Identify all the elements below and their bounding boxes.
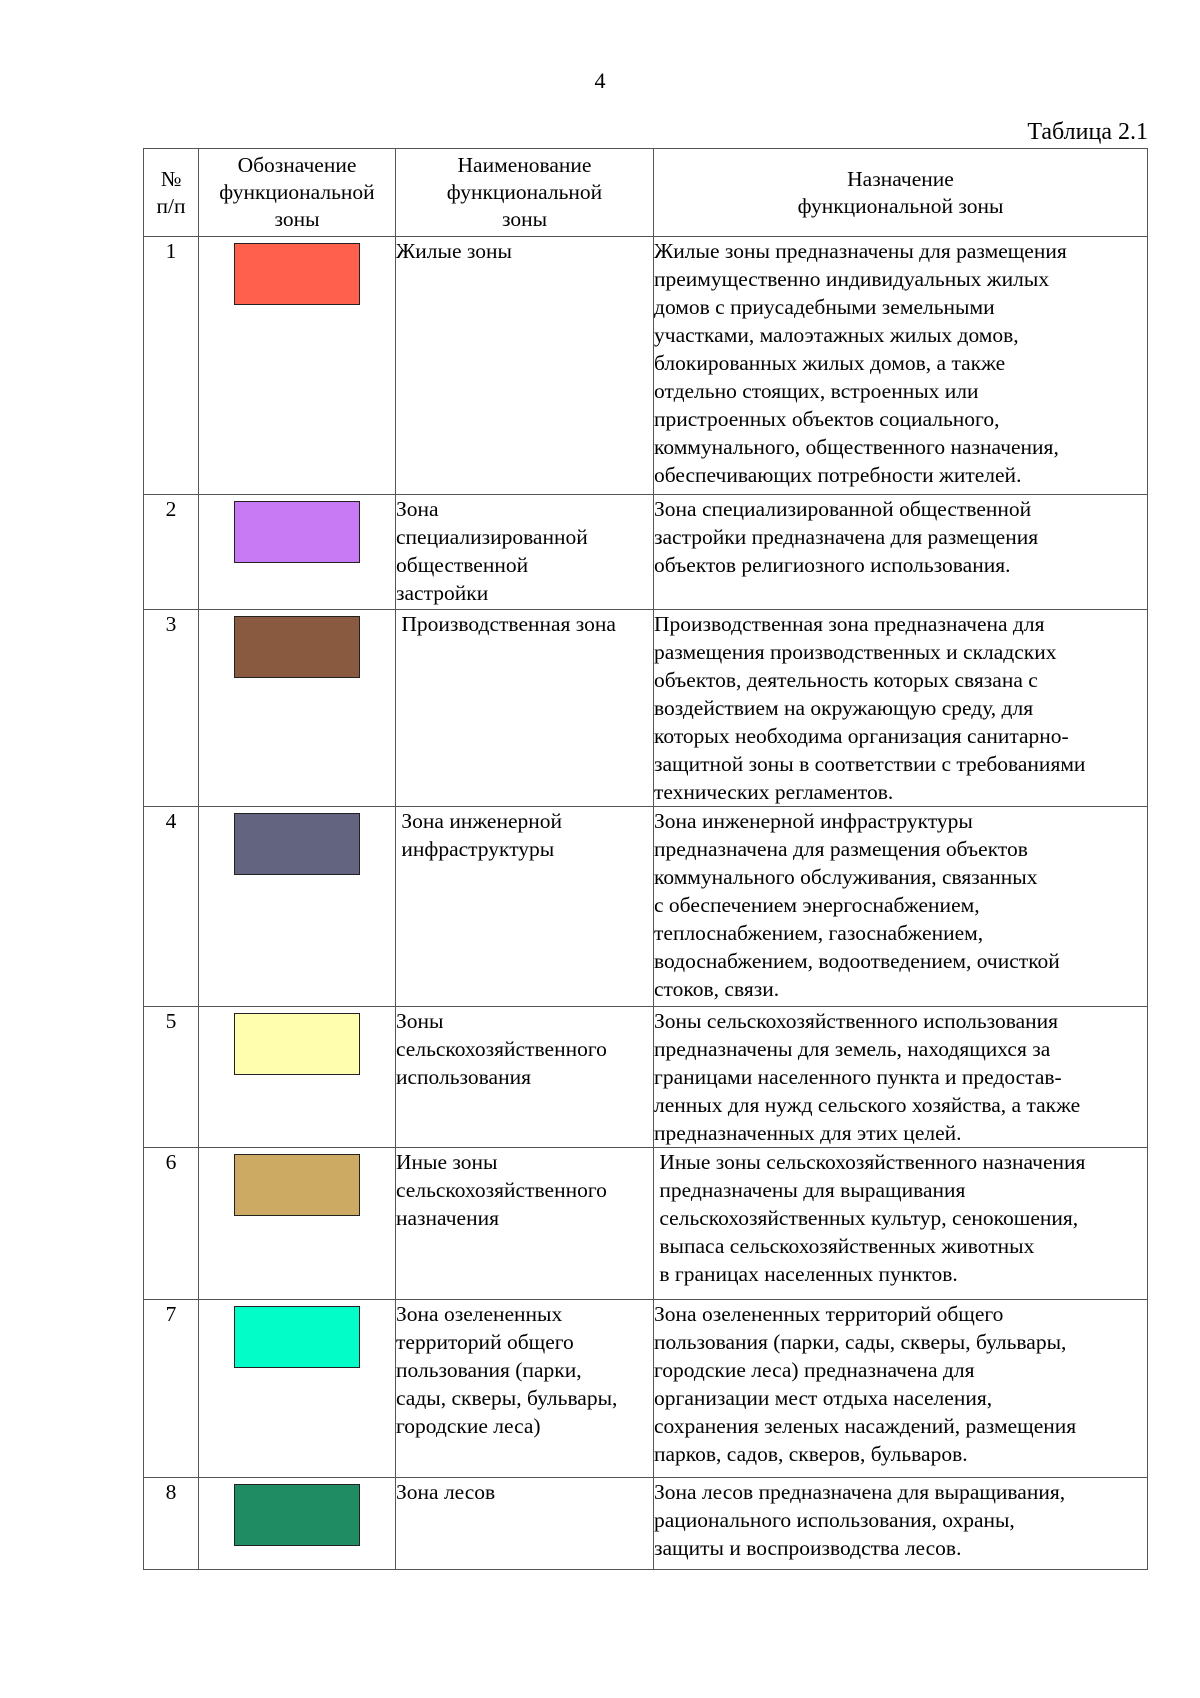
zone-purpose-line: объектов, деятельность которых связана с	[654, 668, 1038, 692]
zone-purpose	[654, 807, 1148, 1007]
zone-purpose-line: сохранения зеленых насаждений, размещения	[654, 1414, 1077, 1438]
zone-name-line: Зона лесов	[396, 1480, 496, 1504]
zone-purpose-line: отдельно стоящих, встроенных или	[654, 379, 979, 403]
row-number: 1	[144, 237, 199, 495]
header-name-line: зоны	[501, 207, 548, 231]
header-symbol-line: функциональной	[219, 180, 375, 204]
zone-symbol-cell	[199, 610, 396, 807]
zone-name-line: общественной	[396, 553, 529, 577]
zone-symbol-cell	[199, 495, 396, 610]
zone-name	[396, 237, 654, 495]
zone-purpose-line: стоков, связи.	[654, 977, 780, 1001]
zone-purpose-line: защиты и воспроизводства лесов.	[654, 1536, 962, 1560]
zone-purpose-line: Зона лесов предназначена для выращивания,	[654, 1480, 1066, 1504]
zone-purpose-line: коммунального, общественного назначения,	[654, 435, 1059, 459]
header-num-line: №	[160, 166, 182, 191]
zone-name-line: Зона озелененных	[396, 1302, 563, 1326]
table-row	[144, 1007, 1148, 1148]
header-symbol	[199, 149, 396, 237]
zone-purpose-line: обеспечивающих потребности жителей.	[654, 463, 1022, 487]
zone-purpose-line: Зона инженерной инфраструктуры	[654, 809, 973, 833]
zone-purpose-line: участками, малоэтажных жилых домов,	[654, 323, 1019, 347]
zone-purpose-line: Иные зоны сельскохозяйственного назначения	[654, 1150, 1086, 1174]
zone-purpose-line: организации мест отдыха населения,	[654, 1386, 993, 1410]
header-num-line: п/п	[156, 193, 186, 218]
zone-purpose-line: преимущественно индивидуальных жилых	[654, 267, 1050, 291]
header-name-line: функциональной	[446, 180, 603, 204]
header-num	[144, 149, 199, 237]
zone-name	[396, 610, 654, 807]
zone-color-swatch	[234, 616, 360, 678]
zone-name-line: Производственная зона	[396, 612, 616, 636]
zone-name-line: инфраструктуры	[396, 837, 555, 861]
zone-name-line: Зоны	[396, 1009, 444, 1033]
zone-color-swatch	[234, 1484, 360, 1546]
zone-purpose	[654, 1007, 1148, 1148]
zone-purpose-line: сельскохозяйственных культур, сенокошения,	[654, 1206, 1079, 1230]
zone-purpose-line: границами населенного пункта и предостав-	[654, 1065, 1062, 1089]
zone-purpose	[654, 1300, 1148, 1478]
zone-symbol-cell	[199, 1007, 396, 1148]
zone-purpose	[654, 237, 1148, 495]
zone-purpose-line: блокированных жилых домов, а также	[654, 351, 1006, 375]
header-symbol-line: Обозначение	[237, 153, 357, 177]
zone-purpose-line: технических регламентов.	[654, 780, 894, 804]
zone-purpose-line: пристроенных объектов социального,	[654, 407, 1000, 431]
zone-name-line: назначения	[396, 1206, 499, 1230]
zone-purpose-line: предназначены для земель, находящихся за	[654, 1037, 1051, 1061]
zone-purpose-line: ленных для нужд сельского хозяйства, а также	[654, 1093, 1081, 1117]
zone-purpose	[654, 610, 1148, 807]
zone-purpose-line: объектов религиозного использования.	[654, 553, 1011, 577]
functional-zones-table	[143, 148, 1148, 1570]
row-number: 3	[144, 610, 199, 807]
zone-name	[396, 807, 654, 1007]
zone-symbol-cell	[199, 1300, 396, 1478]
table-row	[144, 237, 1148, 495]
zone-name-line: сельскохозяйственного	[396, 1178, 607, 1202]
zone-color-swatch	[234, 1306, 360, 1368]
zone-name-line: использования	[396, 1065, 531, 1089]
page-number: 4	[594, 68, 606, 93]
zone-symbol-cell	[199, 1478, 396, 1570]
zone-name-line: сельскохозяйственного	[396, 1037, 607, 1061]
zone-purpose-line: размещения производственных и складских	[654, 640, 1057, 664]
zone-purpose-line: застройки предназначена для размещения	[654, 525, 1039, 549]
zone-name-line: сады, скверы, бульвары,	[396, 1386, 618, 1410]
zone-name-line: городские леса)	[396, 1414, 541, 1438]
row-number: 4	[144, 807, 199, 1007]
zone-purpose-line: предназначена для размещения объектов	[654, 837, 1028, 861]
zone-name	[396, 1148, 654, 1300]
zone-name-line: Зона инженерной	[396, 809, 563, 833]
zone-name	[396, 1478, 654, 1570]
header-name-line: Наименование	[457, 153, 592, 177]
zone-purpose-line: Зоны сельскохозяйственного использования	[654, 1009, 1059, 1033]
zone-name	[396, 495, 654, 610]
zone-color-swatch	[234, 813, 360, 875]
zone-name	[396, 1007, 654, 1148]
zone-color-swatch	[234, 1154, 360, 1216]
row-number: 8	[144, 1478, 199, 1570]
zone-purpose-line: Зона специализированной общественной	[654, 497, 1032, 521]
zone-color-swatch	[234, 243, 360, 305]
zone-purpose-line: коммунального обслуживания, связанных	[654, 865, 1038, 889]
table-header-row	[144, 149, 1148, 237]
zone-symbol-cell	[199, 237, 396, 495]
header-symbol-line: зоны	[274, 207, 320, 231]
header-purpose-line: функциональной зоны	[797, 193, 1004, 218]
zone-purpose-line: Производственная зона предназначена для	[654, 612, 1045, 636]
zone-name-line: Жилые зоны	[396, 239, 512, 263]
zone-purpose-line: которых необходима организация санитарно-	[654, 724, 1069, 748]
zone-name-line: застройки	[396, 581, 489, 605]
table-row	[144, 1300, 1148, 1478]
zone-purpose-line: защитной зоны в соответствии с требованиями	[654, 752, 1086, 776]
zone-purpose-line: предназначены для выращивания	[654, 1178, 966, 1202]
zone-name-line: Иные зоны	[396, 1150, 498, 1174]
zone-purpose-line: Зона озелененных территорий общего	[654, 1302, 1004, 1326]
zone-name-line: территорий общего	[396, 1330, 574, 1354]
zone-purpose-line: парков, садов, скверов, бульваров.	[654, 1442, 968, 1466]
zone-purpose-line: пользования (парки, сады, скверы, бульвары,	[654, 1330, 1067, 1354]
row-number: 6	[144, 1148, 199, 1300]
table-row	[144, 495, 1148, 610]
row-number: 7	[144, 1300, 199, 1478]
zone-purpose-line: в границах населенных пунктов.	[654, 1262, 958, 1286]
zone-name-line: Зона	[396, 497, 439, 521]
zone-purpose-line: рационального использования, охраны,	[654, 1508, 1015, 1532]
zone-purpose-line: предназначенных для этих целей.	[654, 1121, 962, 1145]
zone-name	[396, 1300, 654, 1478]
zone-purpose-line: воздействием на окружающую среду, для	[654, 696, 1034, 720]
zone-purpose-line: теплоснабжением, газоснабжением,	[654, 921, 984, 945]
table-row	[144, 807, 1148, 1007]
header-purpose	[654, 149, 1148, 237]
zone-purpose-line: городские леса) предназначена для	[654, 1358, 975, 1382]
zone-purpose-line: водоснабжением, водоотведением, очисткой	[654, 949, 1060, 973]
zone-color-swatch	[234, 1013, 360, 1075]
zone-name-line: специализированной	[396, 525, 588, 549]
table-row	[144, 1478, 1148, 1570]
zone-purpose-line: выпаса сельскохозяйственных животных	[654, 1234, 1035, 1258]
zone-purpose	[654, 1148, 1148, 1300]
table-caption: Таблица 2.1	[1027, 119, 1148, 145]
row-number: 2	[144, 495, 199, 610]
zone-purpose-line: с обеспечением энергоснабжением,	[654, 893, 980, 917]
zone-purpose	[654, 495, 1148, 610]
zone-purpose-line: Жилые зоны предназначены для размещения	[654, 239, 1067, 263]
zone-symbol-cell	[199, 807, 396, 1007]
header-name	[396, 149, 654, 237]
table-row	[144, 1148, 1148, 1300]
zone-purpose	[654, 1478, 1148, 1570]
table-row	[144, 610, 1148, 807]
zone-name-line: пользования (парки,	[396, 1358, 582, 1382]
header-purpose-line: Назначение	[847, 166, 954, 191]
zone-color-swatch	[234, 501, 360, 563]
zone-symbol-cell	[199, 1148, 396, 1300]
zone-purpose-line: домов с приусадебными земельными	[654, 295, 995, 319]
row-number: 5	[144, 1007, 199, 1148]
